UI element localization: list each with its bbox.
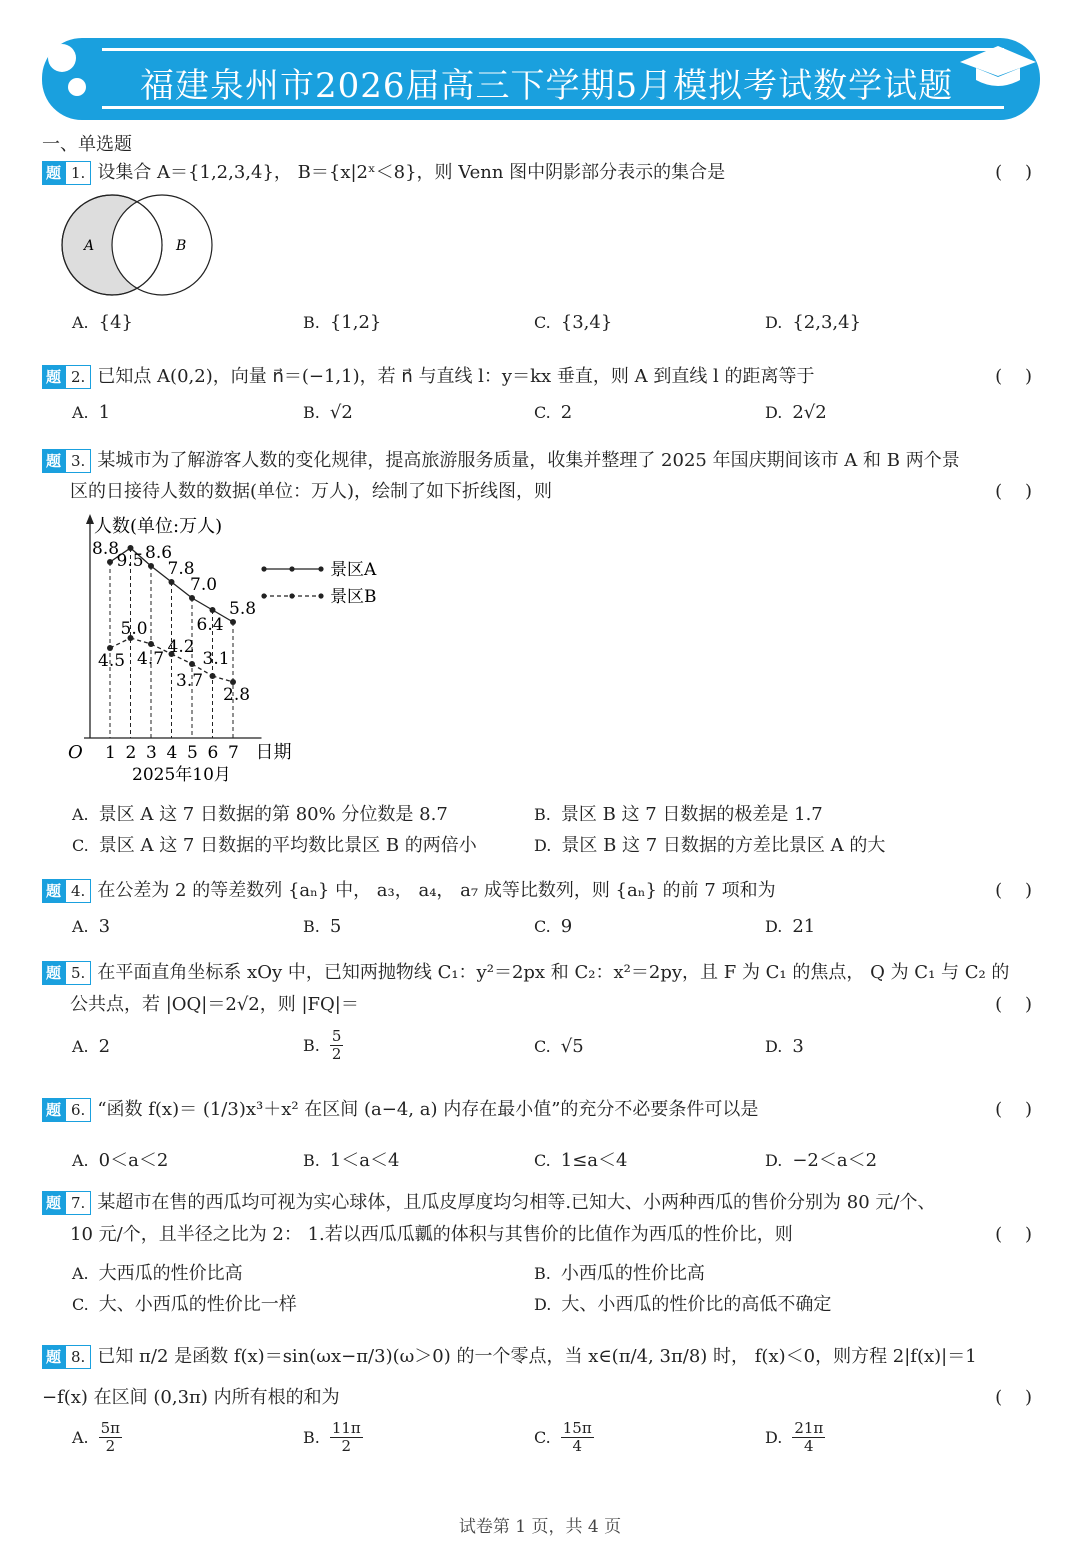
series-b-segment xyxy=(213,676,234,682)
option-a[interactable]: A. 0＜a＜2 xyxy=(72,1150,169,1171)
answer-bracket: ( ) xyxy=(995,880,1032,901)
y-axis-arrow xyxy=(86,514,94,524)
title-banner xyxy=(42,38,1040,120)
series-b-data-label: 5.0 xyxy=(120,619,148,639)
question-text: 在公差为 2 的等差数列 {aₙ} 中， a₃， a₄， a₇ 成等比数列，则 {aₙ} 的前 7 项和为 xyxy=(97,880,776,901)
question-1 xyxy=(42,158,1036,188)
option-d[interactable]: D. 大、小西瓜的性价比的高低不确定 xyxy=(534,1294,832,1315)
option-b[interactable]: B. $\frac{5}{2}$ xyxy=(303,1027,342,1063)
legend-a-marker xyxy=(261,566,266,571)
series-a-data-label: 9.5 xyxy=(116,551,144,571)
origin-label: O xyxy=(68,742,83,763)
page-footer: 试卷第 1 页，共 4 页 xyxy=(458,1517,622,1537)
option-b[interactable]: B. {1,2} xyxy=(303,312,382,333)
option-d[interactable]: D. 2√2 xyxy=(765,402,827,423)
legend-a-label: 景区A xyxy=(330,560,377,580)
option-a[interactable]: A. 大西瓜的性价比高 xyxy=(72,1263,243,1284)
x-axis-sublabel: 2025年10月 xyxy=(132,765,231,785)
option-a[interactable]: A. 2 xyxy=(72,1036,111,1057)
page-title: 福建泉州市2026届高三下学期5月模拟考试数学试题 xyxy=(140,66,954,106)
series-b-data-label: 3.7 xyxy=(176,671,204,691)
option-a[interactable]: A. 景区 A 这 7 日数据的第 80% 分位数是 8.7 xyxy=(72,804,448,825)
x-tick-label: 6 xyxy=(207,743,219,763)
question-text: 设集合 A＝{1,2,3,4}， B＝{x|2ˣ＜8}，则 Venn 图中阴影部分表示的集合是 xyxy=(97,162,726,183)
series-b-point xyxy=(210,673,216,679)
question-number: 题 3. xyxy=(42,449,91,473)
option-d[interactable]: D. $\frac{21\pi}{4}$ xyxy=(765,1419,824,1455)
answer-bracket: ( ) xyxy=(995,366,1032,387)
option-c[interactable]: C. 2 xyxy=(534,402,573,423)
question-4 xyxy=(42,876,1036,906)
series-a-point xyxy=(189,595,195,601)
series-b-data-label: 2.8 xyxy=(223,685,251,705)
fraction: $\frac{5\pi}{2}$ xyxy=(100,1419,121,1455)
series-a-point xyxy=(230,619,236,625)
fraction: $\frac{11\pi}{2}$ xyxy=(331,1419,361,1455)
series-b-data-label: 3.1 xyxy=(202,649,230,669)
venn-label-b: B xyxy=(176,238,187,254)
x-axis-label: 日期 xyxy=(255,742,292,763)
option-d[interactable]: D. 景区 B 这 7 日数据的方差比景区 A 的大 xyxy=(534,835,886,856)
question-text: 已知点 A(0,2)，向量 n⃗＝(−1,1)，若 n⃗ 与直线 l：y＝kx 垂直，则 A 到直线 l 的距离等于 xyxy=(97,366,815,387)
x-tick-label: 7 xyxy=(228,743,239,763)
question-5-line2 xyxy=(42,990,1036,1020)
series-b-data-label: 4.5 xyxy=(98,651,126,671)
legend-b-marker xyxy=(261,593,266,598)
option-b[interactable]: B. $\frac{11\pi}{2}$ xyxy=(303,1419,361,1455)
series-a-data-label: 7.0 xyxy=(190,575,218,595)
legend-b-marker xyxy=(318,593,323,598)
option-c[interactable]: C. 景区 A 这 7 日数据的平均数比景区 B 的两倍小 xyxy=(72,835,477,856)
answer-bracket: ( ) xyxy=(995,1099,1032,1120)
question-3-line2 xyxy=(42,477,1036,507)
y-axis-label: 人数(单位:万人) xyxy=(94,516,223,537)
option-d[interactable]: D. −2＜a＜2 xyxy=(765,1150,878,1171)
option-c[interactable]: C. 大、小西瓜的性价比一样 xyxy=(72,1294,297,1315)
answer-bracket: ( ) xyxy=(995,1224,1032,1245)
series-b-data-label: 4.2 xyxy=(167,637,195,657)
series-b-segment xyxy=(110,638,131,648)
question-3 xyxy=(42,446,1036,476)
banner-dot xyxy=(68,78,86,96)
x-tick-label: 4 xyxy=(166,743,178,763)
series-a-data-label: 8.8 xyxy=(92,539,120,559)
series-a-point xyxy=(210,607,216,613)
fraction: $\frac{5}{2}$ xyxy=(331,1027,342,1063)
series-a-data-label: 6.4 xyxy=(196,615,224,635)
question-number: 题 2. xyxy=(42,365,91,389)
series-a-segment xyxy=(192,598,213,610)
fraction: $\frac{15\pi}{4}$ xyxy=(562,1419,592,1455)
question-7-line2 xyxy=(42,1220,1036,1250)
series-a-data-label: 8.6 xyxy=(145,543,173,563)
x-tick-label: 3 xyxy=(146,743,157,763)
answer-bracket: ( ) xyxy=(995,481,1032,502)
option-b[interactable]: B. 景区 B 这 7 日数据的极差是 1.7 xyxy=(534,804,823,825)
question-text: 10 元/个，且半径之比为 2： 1.若以西瓜瓜瓤的体积与其售价的比值作为西瓜的性价比，则 xyxy=(70,1224,793,1245)
answer-bracket: ( ) xyxy=(995,162,1032,183)
answer-bracket: ( ) xyxy=(995,1387,1032,1408)
question-number: 题 7. xyxy=(42,1191,91,1215)
banner-line-top xyxy=(102,48,1004,51)
answer-bracket: ( ) xyxy=(995,994,1032,1015)
question-8 xyxy=(42,1342,1036,1372)
option-c[interactable]: C. {3,4} xyxy=(534,312,613,333)
series-a-point xyxy=(148,563,154,569)
x-tick-label: 5 xyxy=(187,743,198,763)
section-heading: 一、单选题 xyxy=(42,134,132,155)
question-number: 题 1. xyxy=(42,161,91,185)
question-7 xyxy=(42,1188,1036,1218)
option-a[interactable]: A. {4} xyxy=(72,312,133,333)
option-b[interactable]: B. 小西瓜的性价比高 xyxy=(534,1263,705,1284)
option-b[interactable]: B. 5 xyxy=(303,916,342,937)
graduation-cap-icon xyxy=(958,44,1038,94)
question-text: −f(x) 在区间 (0,3π) 内所有根的和为 xyxy=(42,1387,340,1408)
option-d[interactable]: D. {2,3,4} xyxy=(765,312,862,333)
x-tick-label: 1 xyxy=(105,743,116,763)
question-5 xyxy=(42,958,1036,988)
option-d[interactable]: D. 21 xyxy=(765,916,816,937)
question-text: “函数 f(x)＝ (1/3)x³＋x² 在区间 (a−4, a) 内存在最小值”的充分不必要条件可以是 xyxy=(97,1099,759,1120)
series-a-point xyxy=(107,559,113,565)
banner-dot xyxy=(48,44,76,72)
option-c[interactable]: C. $\frac{15\pi}{4}$ xyxy=(534,1419,592,1455)
option-c[interactable]: C. 1≤a＜4 xyxy=(534,1150,628,1171)
series-a-point xyxy=(169,579,175,585)
fraction: $\frac{21\pi}{4}$ xyxy=(794,1419,824,1455)
question-2 xyxy=(42,362,1036,392)
series-a-segment xyxy=(172,582,193,598)
question-number: 题 6. xyxy=(42,1098,91,1122)
question-6 xyxy=(42,1095,1036,1125)
question-number: 题 4. xyxy=(42,879,91,903)
question-text: 区的日接待人数的数据(单位：万人)，绘制了如下折线图，则 xyxy=(70,481,553,502)
option-c[interactable]: C. 9 xyxy=(534,916,573,937)
question-text: 某城市为了解游客人数的变化规律，提高旅游服务质量，收集并整理了 2025 年国庆期间该市 A 和 B 两个景 xyxy=(97,450,960,471)
series-a-data-label: 5.8 xyxy=(229,599,257,619)
question-8-line2 xyxy=(42,1383,1036,1413)
question-text: 已知 π/2 是函数 f(x)＝sin(ωx−π/3)(ω＞0) 的一个零点，当 x∈(π/4, 3π/8) 时， f(x)＜0，则方程 2|f(x)|＝1 xyxy=(97,1346,977,1367)
option-a[interactable]: A. $\frac{5\pi}{2}$ xyxy=(72,1419,121,1455)
venn-diagram xyxy=(58,194,218,300)
option-a[interactable]: A. 3 xyxy=(72,916,111,937)
series-b-point xyxy=(189,661,195,667)
option-b[interactable]: B. √2 xyxy=(303,402,353,423)
option-a[interactable]: A. 1 xyxy=(72,402,111,423)
question-text: 公共点，若 |OQ|＝2√2，则 |FQ|＝ xyxy=(70,994,359,1015)
series-b-data-label: 4.7 xyxy=(137,649,165,669)
question-text: 在平面直角坐标系 xOy 中，已知两抛物线 C₁：y²＝2px 和 C₂：x²＝2py，且 F 为 C₁ 的焦点， Q 为 C₁ 与 C₂ 的 xyxy=(97,962,1010,983)
legend-b-label: 景区B xyxy=(330,587,377,607)
x-tick-label: 2 xyxy=(125,743,137,763)
option-b[interactable]: B. 1＜a＜4 xyxy=(303,1150,400,1171)
question-number: 题 5. xyxy=(42,961,91,985)
legend-a-marker xyxy=(318,566,323,571)
line-chart xyxy=(60,510,377,795)
legend-a-marker xyxy=(289,566,294,571)
venn-label-a: A xyxy=(84,238,95,254)
question-number: 题 8. xyxy=(42,1345,91,1369)
question-text: 某超市在售的西瓜均可视为实心球体，且瓜皮厚度均匀相等.已知大、小两种西瓜的售价分别为 80 元/个、 xyxy=(97,1192,936,1213)
series-b-point xyxy=(148,641,154,647)
legend-b-marker xyxy=(289,593,294,598)
option-d[interactable]: D. 3 xyxy=(765,1036,804,1057)
series-a-data-label: 7.8 xyxy=(167,559,195,579)
option-c[interactable]: C. √5 xyxy=(534,1036,584,1057)
